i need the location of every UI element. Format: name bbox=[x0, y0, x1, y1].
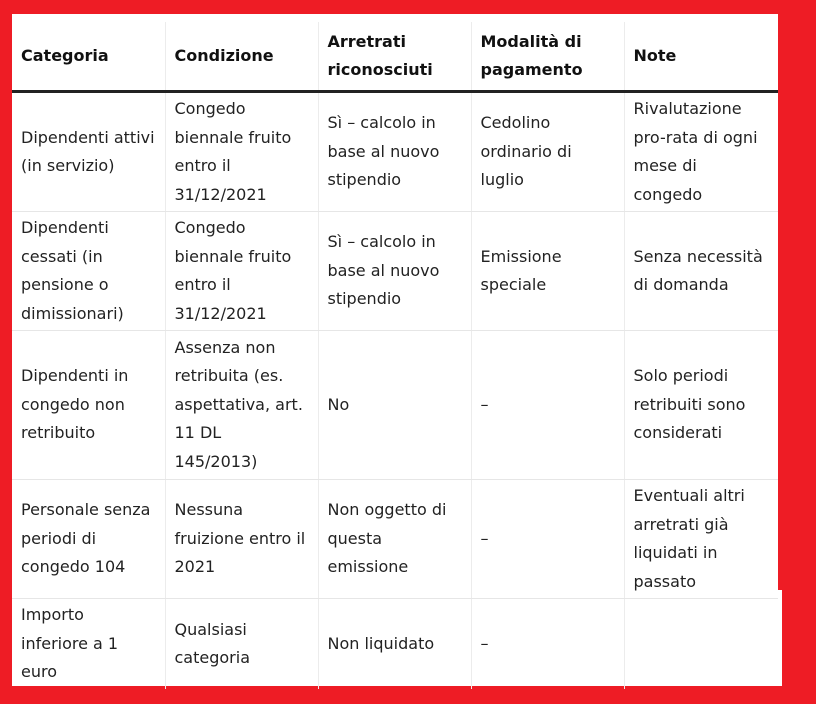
header-arretrati: Arretrati riconosciuti bbox=[318, 22, 471, 92]
cell-arretrati: Sì – calcolo in base al nuovo stipendio bbox=[318, 92, 471, 212]
cell-categoria: Dipendenti cessati (in pensione o dimissionari) bbox=[12, 212, 165, 331]
panel-edge bbox=[778, 590, 782, 686]
table-header-row bbox=[12, 22, 778, 92]
cell-modalita: Emissione speciale bbox=[471, 212, 624, 331]
header-condizione: Condizione bbox=[165, 22, 318, 92]
cell-categoria: Dipendenti attivi (in servizio) bbox=[12, 92, 165, 212]
cell-condizione: Nessuna fruizione entro il 2021 bbox=[165, 480, 318, 599]
cell-modalita: – bbox=[471, 480, 624, 599]
cell-note: Senza necessità di domanda bbox=[624, 212, 778, 331]
table-row bbox=[12, 92, 778, 212]
table-panel bbox=[12, 14, 778, 686]
cell-note: Solo periodi retribuiti sono considerati bbox=[624, 331, 778, 480]
header-note: Note bbox=[624, 22, 778, 92]
header-modalita: Modalità di pagamento bbox=[471, 22, 624, 92]
table-row bbox=[12, 599, 778, 690]
cell-categoria: Importo inferiore a 1 euro bbox=[12, 599, 165, 690]
cell-arretrati: Non oggetto di questa emissione bbox=[318, 480, 471, 599]
cell-condizione: Congedo biennale fruito entro il 31/12/2021 bbox=[165, 92, 318, 212]
cell-categoria: Dipendenti in congedo non retribuito bbox=[12, 331, 165, 480]
cell-modalita: – bbox=[471, 599, 624, 690]
cell-categoria: Personale senza periodi di congedo 104 bbox=[12, 480, 165, 599]
benefits-table bbox=[12, 22, 778, 689]
cell-arretrati: Non liquidato bbox=[318, 599, 471, 690]
header-categoria: Categoria bbox=[12, 22, 165, 92]
cell-arretrati: No bbox=[318, 331, 471, 480]
cell-arretrati: Sì – calcolo in base al nuovo stipendio bbox=[318, 212, 471, 331]
cell-note: Rivalutazione pro-rata di ogni mese di congedo bbox=[624, 92, 778, 212]
table-row bbox=[12, 212, 778, 331]
table-row bbox=[12, 331, 778, 480]
cell-modalita: – bbox=[471, 331, 624, 480]
cell-modalita: Cedolino ordinario di luglio bbox=[471, 92, 624, 212]
cell-condizione: Assenza non retribuita (es. aspettativa, art. 11 DL 145/2013) bbox=[165, 331, 318, 480]
cell-note bbox=[624, 599, 778, 690]
table-row bbox=[12, 480, 778, 599]
cell-condizione: Congedo biennale fruito entro il 31/12/2021 bbox=[165, 212, 318, 331]
cell-note: Eventuali altri arretrati già liquidati in passato bbox=[624, 480, 778, 599]
cell-condizione: Qualsiasi categoria bbox=[165, 599, 318, 690]
